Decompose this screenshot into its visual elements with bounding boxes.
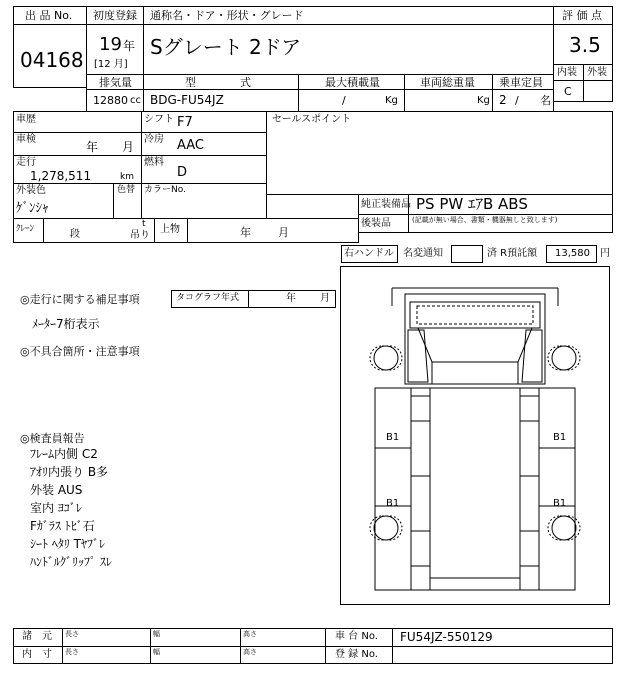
mileage-value: 1,278,511: [30, 169, 92, 183]
aircon-value: AAC: [177, 138, 204, 153]
crane-ton: t: [142, 219, 146, 229]
inspector-line: ﾊﾝﾄﾞﾙｸﾞﾘｯﾌﾟ ｽﾚ: [30, 555, 112, 569]
fuel-label: 燃料: [144, 157, 164, 168]
lot-no-label: 出 品 No.: [25, 9, 73, 22]
capacity-slash: /: [515, 94, 519, 107]
right-hand-label: 右ハンドル: [344, 248, 394, 259]
inspector-line: ｼｰﾄ ﾍﾀﾘ Tﾔﾌﾞﾚ: [30, 537, 105, 551]
first-reg-year-unit: 年: [123, 39, 136, 53]
tachograph-year-unit: 年: [286, 293, 296, 304]
capacity-label: 乗車定員: [499, 76, 543, 89]
displacement-label: 排気量: [99, 76, 132, 89]
inspection-label: 車検: [16, 134, 36, 145]
interior-label: 内装: [557, 67, 577, 78]
top-body-label: 上物: [160, 224, 180, 235]
exterior-color-value: ｹﾞﾝｼｬ: [16, 201, 49, 216]
damage-mark: B1: [553, 498, 567, 509]
damage-mark: B1: [386, 498, 400, 509]
color-no-label: カラーNo.: [144, 185, 186, 195]
selling-points-label: セールスポイント: [272, 114, 352, 125]
max-load-unit: Kg: [385, 95, 398, 106]
aftermarket-note: (記載が無い場合、書類・機器無しと致します): [412, 216, 558, 224]
footer-height-label: 高さ: [243, 648, 257, 656]
history-label: 車歴: [16, 114, 36, 125]
exterior-label: 外装: [587, 67, 607, 78]
score-label: 評 価 点: [562, 9, 602, 22]
aftermarket-label: 後装品: [361, 218, 391, 229]
footer-height-label: 高さ: [243, 630, 257, 638]
driving-notes-label: ◎走行に関する補足事項: [20, 293, 140, 306]
inspector-report-label: ◎検査員報告: [20, 432, 85, 445]
inspector-line: 室内 ﾖｺﾞﾚ: [30, 501, 82, 515]
footer-length-label: 長さ: [65, 648, 79, 656]
damage-mark: B1: [553, 432, 567, 443]
inspection-month-unit: 月: [122, 140, 135, 154]
mileage-unit: km: [120, 172, 134, 182]
name-change-box: [451, 245, 483, 263]
grade-label: 通称名・ドア・形状・グレード: [150, 9, 304, 22]
exterior-color-label: 外装色: [16, 185, 46, 196]
inspector-line: 外装 AUS: [30, 483, 83, 497]
truck-diagram: [340, 266, 610, 605]
recycle-label: 済 R預託額: [487, 248, 538, 259]
shift-label: シフト: [144, 114, 174, 125]
grade-value: Sグレート 2ドア: [150, 35, 302, 59]
capacity-value: 2: [499, 93, 507, 107]
footer-width-label: 幅: [153, 648, 160, 656]
first-reg-year: 19: [99, 34, 122, 55]
max-load-label: 最大積載量: [325, 76, 380, 89]
first-reg-label: 初度登録: [93, 9, 137, 22]
inspector-line: ﾌﾚｰﾑ内側 C2: [30, 447, 98, 461]
footer-specs-label: 諸 元: [22, 631, 52, 642]
crane-row: [13, 218, 359, 243]
model-label: 型 式: [185, 76, 251, 89]
inspector-line: ｱｵﾘ内張り B多: [30, 465, 109, 479]
damage-mark: B1: [386, 432, 400, 443]
chassis-no-label: 車 台 No.: [335, 631, 378, 642]
max-load-slash: /: [342, 94, 346, 107]
crane-label: ｸﾚｰﾝ: [16, 224, 35, 234]
interior-grade: C: [564, 85, 572, 98]
gross-weight-unit: Kg: [477, 95, 490, 106]
tachograph-label: タコグラフ年式: [176, 293, 240, 303]
color-change-label: 色替: [117, 185, 136, 195]
top-body-month-unit: 月: [278, 226, 289, 239]
shift-value: F7: [177, 115, 193, 130]
gross-weight-label: 車両総重量: [420, 76, 475, 89]
capacity-unit: 名: [540, 94, 551, 107]
aircon-label: 冷房: [144, 134, 164, 145]
score-value: 3.5: [569, 33, 601, 57]
crane-stage: 段: [70, 229, 80, 240]
chassis-no-value: FU54JZ-550129: [400, 630, 493, 644]
crane-hook: 吊り: [130, 230, 150, 241]
inspector-line: Fｶﾞﾗｽ ﾄﾋﾞ石: [30, 519, 95, 533]
reg-no-label: 登 録 No.: [335, 649, 378, 660]
tachograph-month-unit: 月: [320, 293, 330, 304]
footer-length-label: 長さ: [65, 630, 79, 638]
first-reg-month: [12 月]: [94, 59, 128, 70]
std-equipment-label: 純正装備品: [361, 199, 411, 210]
defects-label: ◎不具合箇所・注意事項: [20, 345, 140, 358]
driving-note: ﾒｰﾀｰ7桁表示: [32, 317, 100, 331]
model-value: BDG-FU54JZ: [150, 93, 224, 107]
fuel-value: D: [177, 165, 188, 180]
yen-label: 円: [600, 248, 610, 259]
lot-no-value: 04168: [20, 48, 84, 72]
name-change-label: 名変通知: [403, 248, 443, 259]
inspection-year-unit: 年: [86, 140, 99, 154]
recycle-amount: 13,580: [555, 248, 590, 259]
std-equipment-value: PS PW ｴｱB ABS: [416, 195, 528, 213]
displacement-value: 12880: [93, 94, 128, 107]
footer-width-label: 幅: [153, 630, 160, 638]
displacement-unit: cc: [130, 95, 141, 106]
footer-dims-label: 内 寸: [22, 649, 52, 660]
top-body-year-unit: 年: [240, 226, 251, 239]
details-left: [13, 111, 267, 219]
mileage-label: 走行: [16, 157, 36, 168]
